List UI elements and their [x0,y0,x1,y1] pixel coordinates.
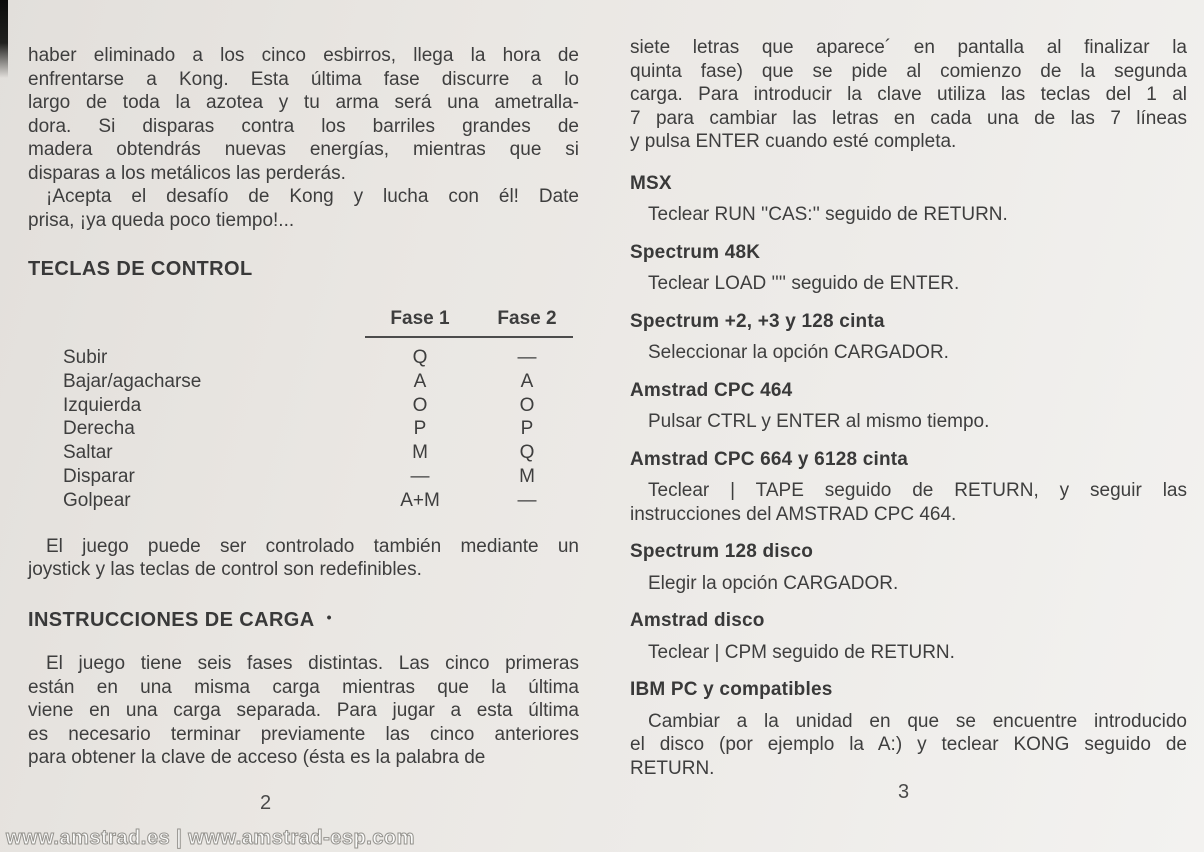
fase1-key: P [413,418,427,440]
text-line: disparas a los metálicos las perderás. [28,162,346,184]
platform-section-ibm-pc [630,678,1187,780]
controls-table [28,307,579,513]
text-line: Cambiar a la unidad en que se encuentre introducido [648,710,1187,732]
table-header-fase1: Fase 1 [390,307,450,329]
text-line: siete letras que aparece´ en pantalla al finalizar la [630,37,1187,58]
platform-section-spectrum48k [630,241,1187,296]
fase2-key: Q [519,442,535,464]
fase2-key: A [520,370,534,392]
table-row [28,441,579,465]
text-line: 7 para cambiar las letras en cada una de las 7 líneas [630,107,1187,129]
text-line: prisa, ¡ya queda poco tiempo!... [28,209,295,231]
text-line: están en una misma carga mientras que la última [28,676,579,698]
text-line: viene en una carga separada. Para jugar a esta última [28,700,579,722]
platform-section-cpc464 [630,379,1187,434]
platform-section-msx [630,172,1187,227]
body-paragraph [630,36,1187,154]
fase1-key: A+M [400,489,440,511]
page-left [28,44,579,770]
fase2-key: P [520,418,534,440]
fase1-key: Q [412,347,428,368]
scan-edge-artifact [0,0,8,78]
text-line: Seleccionar la opción CARGADOR. [648,342,949,363]
platform-instructions [630,479,1187,526]
table-row [28,489,579,513]
fase2-key: M [519,465,535,487]
platform-instructions [630,341,1187,365]
control-action: Izquierda [63,394,142,416]
table-header-empty [28,307,365,331]
text-line: El juego tiene seis fases distintas. Las cinco primeras [46,653,579,675]
control-action: Subir [63,347,108,368]
platform-section-amstrad-disco [630,609,1187,664]
page-number-left: 2 [260,792,272,814]
platform-section-cpc664 [630,448,1187,527]
text-line: enfrentarse a Kong. Esta última fase discurre a lo [28,68,579,90]
text-line: quinta fase) que se pide al comienzo de la segunda [630,60,1187,82]
platform-instructions [630,641,1187,665]
text-line: Pulsar CTRL y ENTER al mismo tiempo. [648,411,990,432]
fase2-key: — [517,489,537,511]
table-row [28,346,579,370]
body-paragraph [28,535,579,582]
platform-heading: MSX [630,172,672,194]
text-line: largo de toda la azotea y tu arma será una ametralla- [28,92,579,113]
fase1-key: A [413,370,427,392]
text-line: para obtener la clave de acceso (ésta es la palabra de [28,747,486,769]
loading-heading [28,606,579,633]
platform-instructions [630,272,1187,296]
platform-instructions [630,572,1187,596]
text-line: es necesario terminar previamente las cinco anteriores [28,723,579,745]
table-row [28,417,579,441]
platform-heading: Spectrum 48K [630,241,761,263]
table-row [28,394,579,418]
text-line: Teclear | CPM seguido de RETURN. [648,641,955,663]
loading-heading-text: INSTRUCCIONES DE CARGA [28,608,315,631]
control-action: Bajar/agacharse [63,370,202,392]
platform-heading: IBM PC y compatibles [630,679,833,700]
body-paragraph [28,185,579,232]
fase2-key: — [517,347,537,368]
control-action: Disparar [63,465,135,487]
text-line: El juego puede ser controlado también mediante un [46,535,579,557]
table-header-fase2: Fase 2 [497,307,557,329]
text-line: haber eliminado a los cinco esbirros, llega la hora de [28,45,579,66]
fase1-key: — [410,465,430,487]
text-line: Teclear | TAPE seguido de RETURN, y seguir las [648,480,1187,501]
table-row [28,465,579,489]
table-row [28,370,579,394]
platform-section-spectrum128disco [630,540,1187,595]
text-line: RETURN. [630,757,715,779]
text-line: el disco (por ejemplo la A:) y teclear KONG seguido de [630,734,1187,755]
control-action: Saltar [63,442,113,464]
platform-heading: Amstrad disco [630,610,765,631]
platform-instructions [630,203,1187,227]
control-action: Derecha [63,418,135,440]
platform-heading: Amstrad CPC 464 [630,379,793,401]
platform-heading: Spectrum 128 disco [630,541,814,562]
platform-instructions [630,410,1187,434]
text-line: Teclear RUN ''CAS:'' seguido de RETURN. [648,204,1008,225]
text-line: carga. Para introducir la clave utiliza las teclas del 1 al [630,84,1187,105]
heading-dot: • [326,608,332,625]
table-rule [365,336,573,338]
table-header-row [28,307,579,331]
body-paragraph [28,44,579,185]
platform-heading: Spectrum +2, +3 y 128 cinta [630,310,885,332]
platform-instructions [630,710,1187,781]
text-line: madera obtendrás nuevas energías, mientras que si [28,139,579,160]
fase1-key: M [412,442,428,464]
control-action: Golpear [63,489,131,511]
body-paragraph [28,652,579,770]
platform-heading: Amstrad CPC 664 y 6128 cinta [630,448,909,470]
text-line: Elegir la opción CARGADOR. [648,572,899,594]
page-right [630,36,1187,794]
text-line: instrucciones del AMSTRAD CPC 464. [630,503,957,525]
controls-heading: TECLAS DE CONTROL [28,258,253,280]
platform-section-spectrum-plus [630,310,1187,365]
fase2-key: O [519,394,535,416]
text-line: dora. Si disparas contra los barriles grandes de [28,115,579,137]
website-watermark: www.amstrad.es | www.amstrad-esp.com [6,827,415,849]
text-line: joystick y las teclas de control son redefinibles. [28,559,422,581]
page-number-right: 3 [898,781,910,803]
fase1-key: O [412,394,428,416]
text-line: Teclear LOAD '''' seguido de ENTER. [648,273,960,294]
text-line: y pulsa ENTER cuando esté completa. [630,131,957,152]
text-line: ¡Acepta el desafío de Kong y lucha con él! Date [46,186,579,207]
